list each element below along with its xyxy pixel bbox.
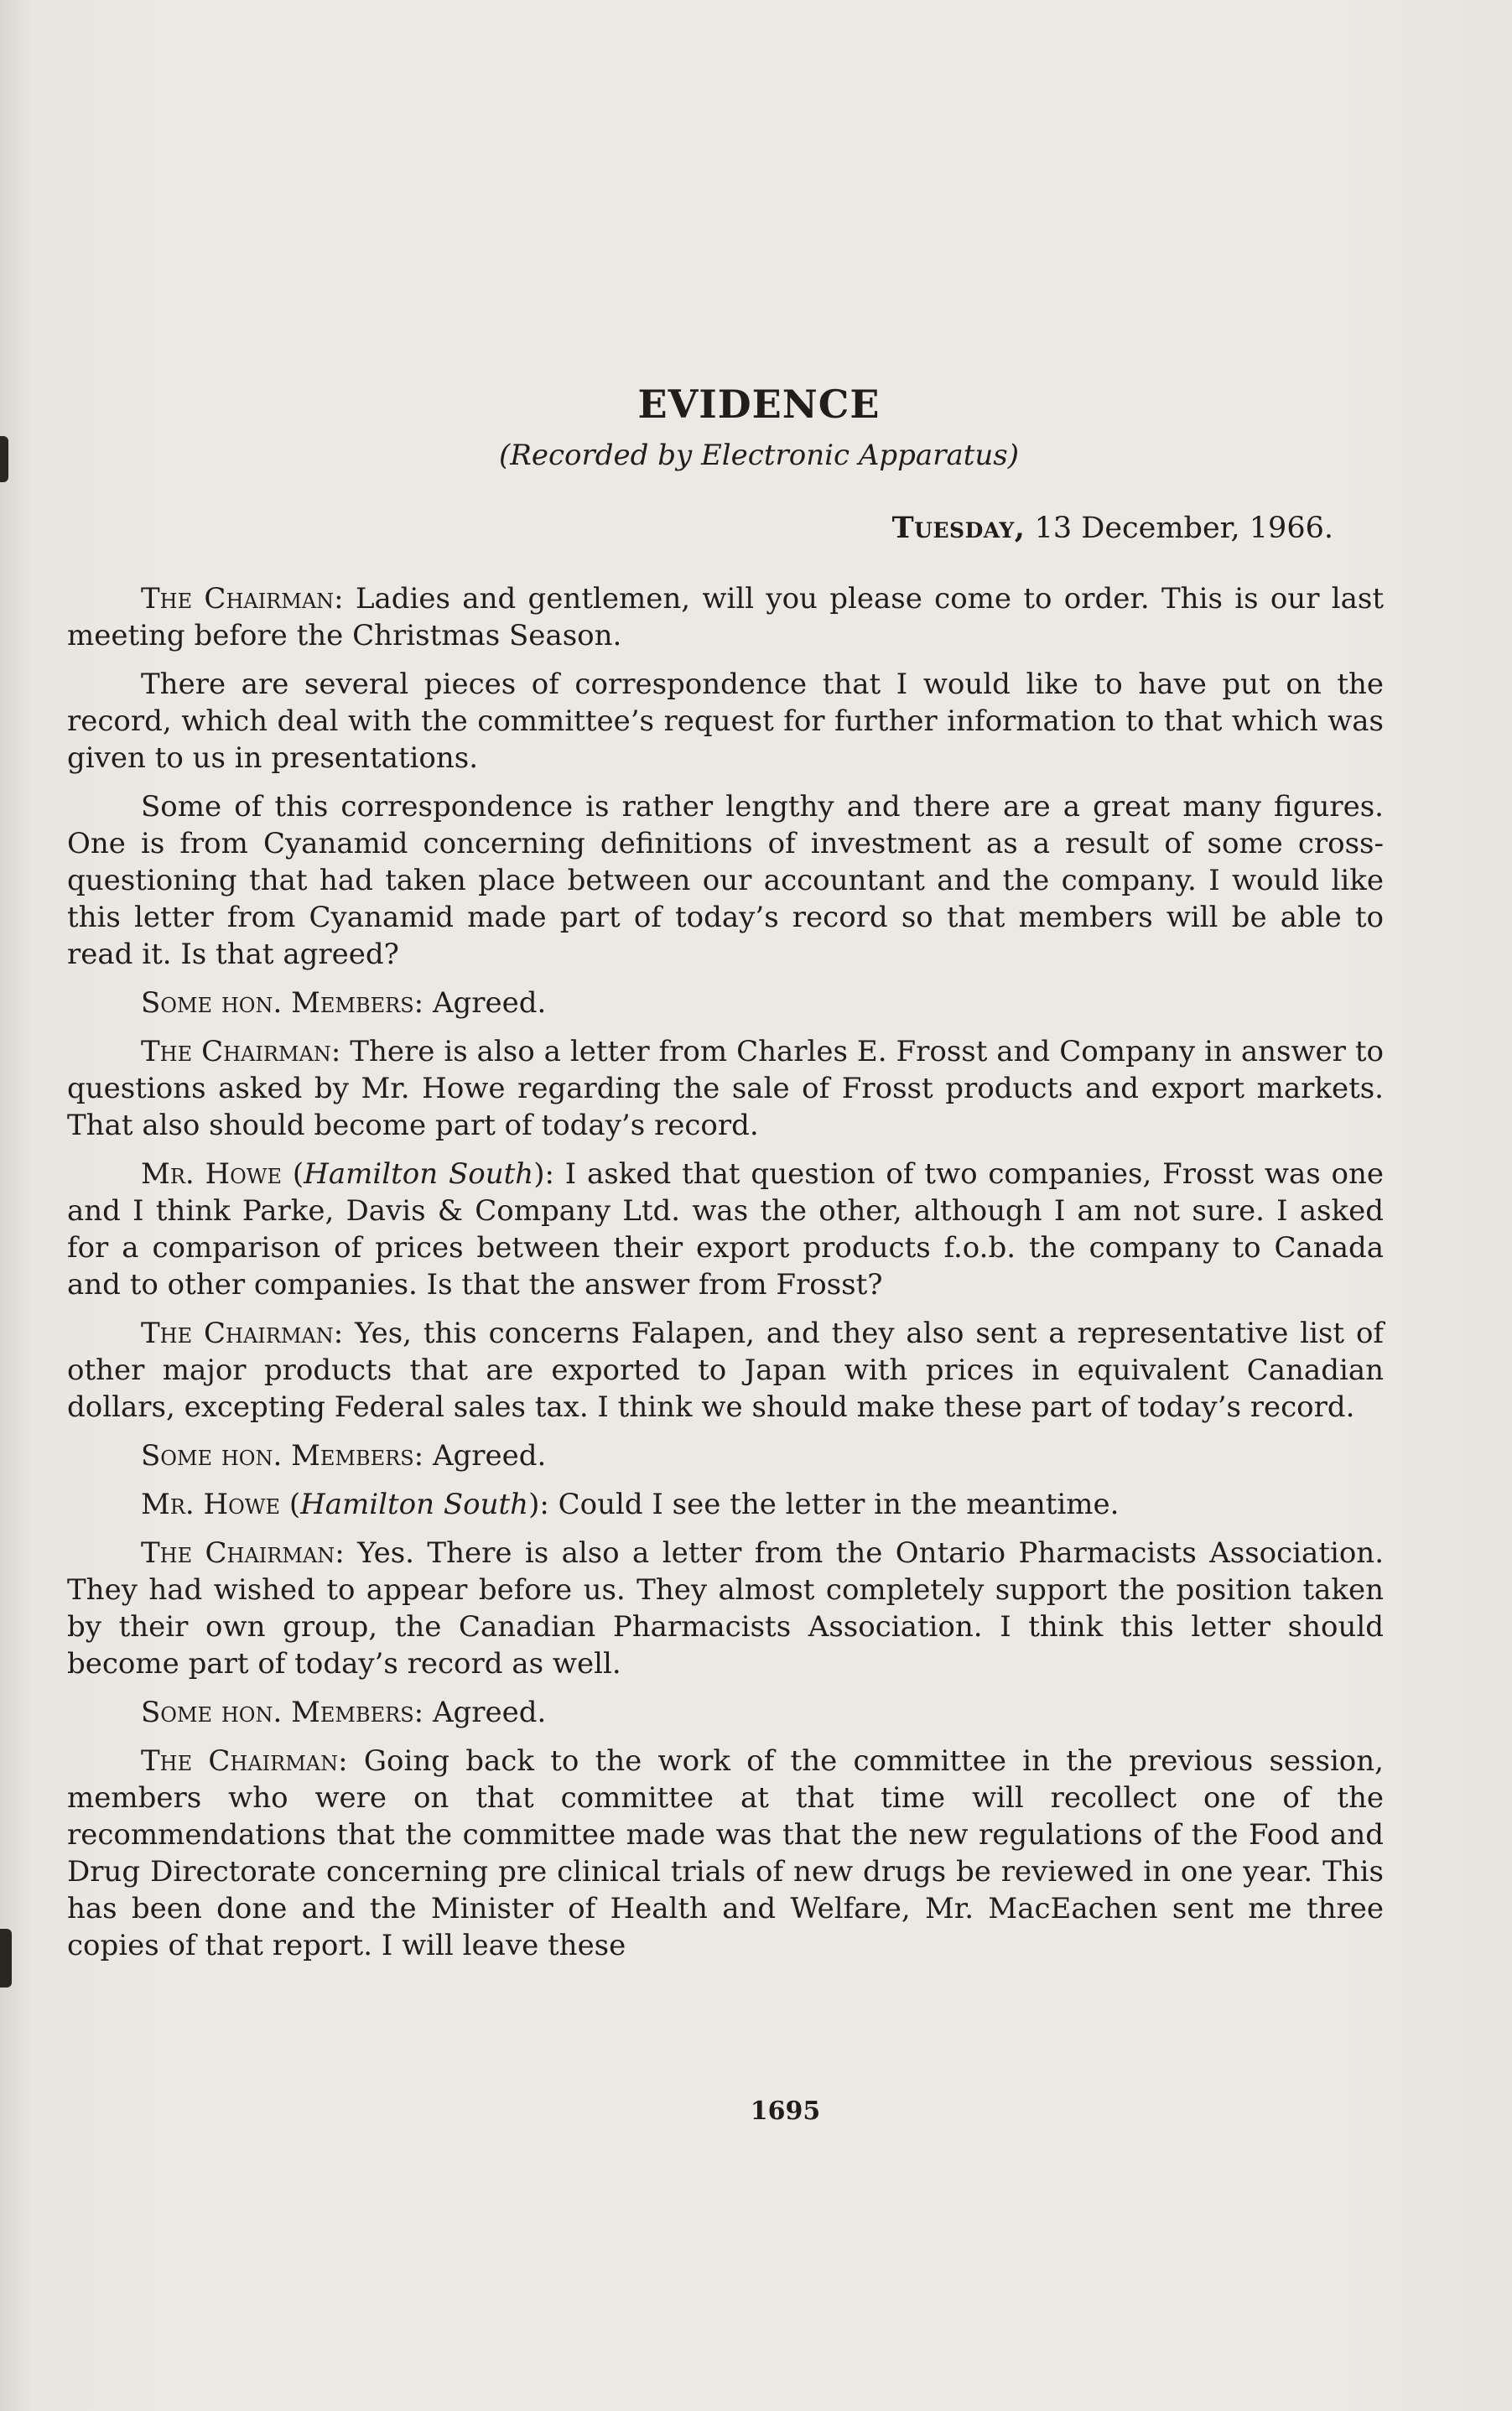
meeting-day: Tuesday, [891,511,1026,545]
binding-shadow-bottom [0,1929,12,1988]
meeting-date-text: 13 December, 1966. [1034,512,1333,545]
speaker-name: Mr. Howe [141,1488,281,1521]
speech-text: Yes. There is also a letter from the Ontario Pharmacists Association. They had wished to appear before us. They almost completely support the position taken by their own group, the Canadian Pharmacists Association. I think this letter should become part of today’s record as well. [67,1536,1385,1681]
speaker-name: The Chairman [141,1536,335,1570]
transcript-paragraph: Some hon. Members: Agreed. [141,1696,547,1729]
transcript-paragraph: Some hon. Members: Agreed. [141,986,547,1020]
speech-text: Agreed. [432,1696,547,1729]
transcript-paragraph: The Chairman: Going back to the work of the committee in the previous session, members who were on that committee at that time will recollect one of the recommendations that the committee made was that the new regulations of the Food and Drug Directorate concerning pre clinical trials of new drugs be reviewed in one year. This has been done and the Minister of Health and Welfare, Mr. MacEachen sent me three copies of that report. I will leave these [67,1744,1384,1962]
speaker-name: The Chairman [141,1744,339,1778]
transcript-paragraph: Mr. Howe (Hamilton South): Could I see the letter in the meantime. [141,1488,1120,1521]
meeting-date [67,511,1333,545]
speaker-name: The Chairman [141,582,335,616]
page-number: 1695 [750,2097,821,2126]
speaker-name: Some hon. Members [141,1696,414,1729]
speech-text: Could I see the letter in the meantime. [558,1488,1120,1521]
speaker-riding: Hamilton South [304,1157,534,1191]
speech-text: Ladies and gentlemen, will you please come to order. This is our last meeting before the Christmas Season. [67,582,1385,652]
section-subtitle: (Recorded by Electronic Apparatus) [498,439,1019,472]
speech-text: Agreed. [432,986,547,1020]
speaker-name: The Chairman [141,1035,331,1068]
speech-text: I asked that question of two companies, Frosst was one and I think Parke, Davis & Company Ltd. was the other, although I am not sure. I asked for a comparison of prices between their export products f.o.b. the company to Canada and to other companies. Is that the answer from Frosst? [67,1157,1385,1302]
document-body [67,382,1384,1976]
speech-text: There is also a letter from Charles E. Frosst and Company in answer to questions asked by Mr. Howe regarding the sale of Frosst products and export markets. That also should become part of today’s record. [67,1035,1385,1142]
section-title: EVIDENCE [637,382,881,427]
transcript-paragraph [67,666,1384,777]
transcript-paragraph: Some hon. Members: Agreed. [141,1439,547,1473]
speaker-name: Mr. Howe [141,1157,283,1191]
transcript-paragraph: Mr. Howe (Hamilton South): I asked that question of two companies, Frosst was one and I think Parke, Davis & Company Ltd. was the other, although I am not sure. I asked for a comparison of prices between their export products f.o.b. the company to Canada and to other companies. Is that the answer from Frosst? [67,1157,1385,1302]
speaker-name: The Chairman [141,1317,334,1350]
speech-text: Yes, this concerns Falapen, and they also sent a representative list of other major products that are exported to Japan with prices in equivalent Canadian dollars, excepting Federal sales tax. I think we should make these part of today’s record. [67,1317,1384,1424]
binding-shadow-top [0,436,8,482]
transcript-paragraph: The Chairman: There is also a letter from Charles E. Frosst and Company in answer to questions asked by Mr. Howe regarding the sale of Frosst products and export markets. That also should become part of today’s record. [67,1035,1385,1142]
speaker-name: Some hon. Members [141,1439,414,1473]
transcript [67,580,1384,1964]
speech-text: Agreed. [432,1439,547,1473]
transcript-paragraph: The Chairman: Ladies and gentlemen, will you please come to order. This is our last meeting before the Christmas Season. [67,582,1385,652]
speaker-riding: Hamilton South [300,1488,529,1521]
speaker-name: Some hon. Members [141,986,414,1020]
speech-text: Some of this correspondence is rather lengthy and there are a great many figures. One is from Cyanamid concerning definitions of investment as a result of some cross-questioning that had taken place between our accountant and the company. I would like this letter from Cyanamid made part of today’s record so that members will be able to read it. Is that agreed? [67,790,1384,971]
transcript-paragraph: The Chairman: Yes, this concerns Falapen, and they also sent a representative list of other major products that are exported to Japan with prices in equivalent Canadian dollars, excepting Federal sales tax. I think we should make these part of today’s record. [67,1317,1384,1424]
transcript-paragraph [67,788,1384,973]
transcript-paragraph: The Chairman: Yes. There is also a letter from the Ontario Pharmacists Association. They had wished to appear before us. They almost completely support the position taken by their own group, the Canadian Pharmacists Association. I think this letter should become part of today’s record as well. [67,1536,1385,1681]
speech-text: There are several pieces of correspondence that I would like to have put on the record, which deal with the committee’s request for further information to that which was given to us in presentations. [67,668,1384,775]
speech-text: Going back to the work of the committee in the previous session, members who were on that committee at that time will recollect one of the recommendations that the committee made was that the new regulations of the Food and Drug Directorate concerning pre clinical trials of new drugs be reviewed in one year. This has been done and the Minister of Health and Welfare, Mr. MacEachen sent me three copies of that report. I will leave these [67,1744,1384,1962]
